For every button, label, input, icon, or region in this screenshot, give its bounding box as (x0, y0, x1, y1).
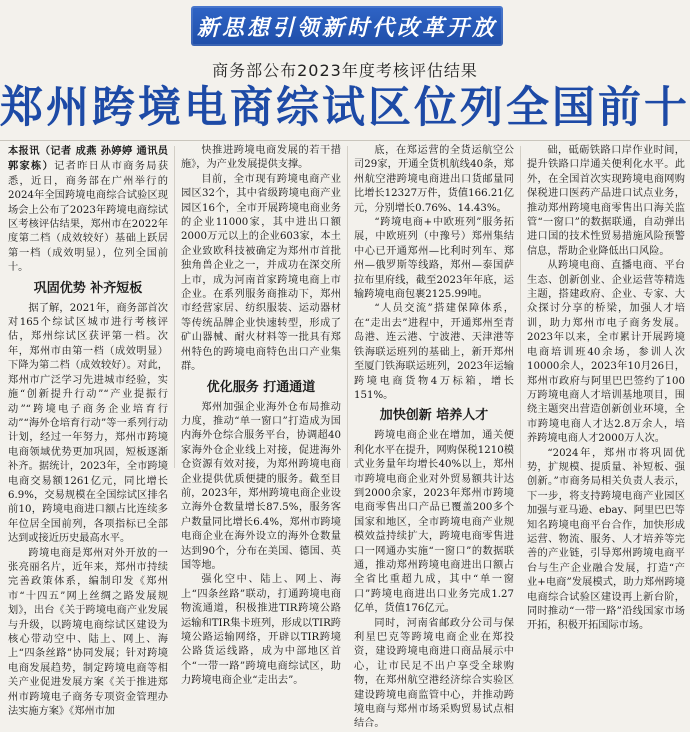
article-column-4 (527, 144, 685, 632)
article-subtitle: 商务部公布2023年度考核评估结果 (212, 61, 478, 80)
article-column-1 (8, 144, 169, 718)
article-headline: 郑州跨境电商综试区位列全国前十 (0, 83, 690, 133)
article-column-3 (354, 144, 514, 730)
section-heading: 巩固优势 补齐短板 (33, 280, 143, 296)
byline: 本报讯（记者 成燕 孙婷婷 通讯员 郭家栋） (8, 145, 168, 173)
section-heading: 加快创新 培养人才 (379, 408, 489, 424)
paragraph: 同时，河南省邮政分公司与保利星巴克等跨境电商企业在郑投资，建设跨境电商进口商品展示中心，让市民足不出户享受全球购物，在郑州航空港经济综合实验区建设跨境电商监管中心，并推动跨境电商与郑州市场采购贸易试点相结合。 (354, 617, 514, 730)
paragraph: “跨境电商+中欧班列”服务拓展，中欧班列（中豫号）郑州集结中心已开通郑州—比利时列车、郑州—俄罗斯等线路，郑州—泰国萨拉布里府线，截至2023年年底，运输跨境电商包裹2125.99吨。 (354, 217, 514, 301)
paragraph: 从跨境电商、直播电商、平台生态、创新创业、企业运营等精选主题，搭建政府、企业、专家、大众探讨分享的桥梁，加强人才培训，助力郑州市电子商务发展。2023年以来，全市累计开展跨境电商培训班40余场，参训人次10000余人，2023年10月26日，郑州市政府与阿里巴巴签约了100万跨境电商人才培训基地项目，围绕主题突出营造创新创业环境，全市跨境电商人才达2.8万余人，培养跨境电商人才2000万人次。 (527, 260, 685, 445)
paragraph: 础，砥砺铁路口岸作业时间，提升铁路口岸通关便利化水平。此外，在全国首次实现跨境电商网购保税进口医药产品进口试点业务，推动郑州跨境电商零售出口海关监管“一窗口”的数据联通，自动弹出进口国的技术性贸易措施风险预警信息，帮助企业降低出口风险。 (527, 145, 685, 257)
paragraph: “2024年，郑州市将巩固优势，扩规模、提质量、补短板、强创新。”市商务局相关负责人表示，下一步，将支持跨境电商产业园区加强与亚马逊、ebay、阿里巴巴等知名跨境电商平台合作，加快形成运营、物流、服务、人才培养等完善的产业链，引导郑州跨境电商平台与生产企业融合发展，打造“产业+电商”发展模式，助力郑州跨境电商综合试验区建设再上新台阶，同时推动“一带一路”沿线国家市场开拓，积极开拓国际市场。 (527, 447, 685, 632)
paragraph: 强化空中、陆上、网上、海上“四条丝路”联动，打通跨境电商物流通道，积极推进TIR跨境公路运输和TIR集卡班列，形成以TIR跨境公路运输网络，开辟以TIR跨境公路货运线路，成为中部地区首个“一带一路”跨境电商综试区，助力跨境电商企业“走出去”。 (181, 574, 341, 687)
paragraph: 跨境电商是郑州对外开放的一张亮丽名片，近年来，郑州市持续完善政策体系，编制印发《郑州市“十四五”网上丝绸之路发展规划》，出台《关于跨境电商产业发展与升级，以跨境电商综试区建设为核心带动空中、陆上、网上、海上“四条丝路”协同发展；针对跨境电商发展趋势，制定跨境电商等相关产业促进发展方案《关于推进郑州市跨境电子商务专项资金管理办法实施方案》《郑州市加 (8, 547, 168, 718)
paragraph: 郑州加强企业海外仓布局推动力度，推动“单一窗口”打造成为国内海外仓综合服务平台，协调超40家海外仓企业线上对接，促进海外仓资源有效对接，为郑州跨境电商企业提供优质便捷的服务。截至目前，2023年，郑州跨境电商企业设立海外仓数量增长87.5%，服务客户数量同比增长6.4%，郑州市跨境电商企业在海外设立的海外仓数量达到90个，分布在美国、德国、英国等地。 (181, 401, 341, 571)
paragraph: “人员交流”搭建保障体系，在“走出去”进程中，开通郑州至青岛港、连云港、宁波港、天津港等铁海联运班列的基础上，新开郑州至厦门铁海联运班列，2023年运输跨境电商货物4万标箱，增长151%。 (354, 303, 514, 401)
column-divider (174, 146, 175, 468)
section-banner (191, 6, 503, 46)
divider (0, 140, 690, 141)
paragraph: 据了解，2021年，商务部首次对165个综试区城市进行考核评估，郑州综试区获评第一档。次年，郑州市由第一档（成效明显）下降为第二档（成效较好）。对此，郑州市广泛学习先进城市经验，实施“创新提升行动”“产业提振行动”“跨境电子商务企业培育行动”“海外仓培育行动”等一系列行动计划，经过一年努力，郑州市跨境电商领域优势更加巩固，短板逐渐补齐。据统计，2023年，全市跨境电商交易额1261亿元，同比增长6.9%，交易规模在全国综试区排名前10，跨境电商进口额占比连续多年位居全国前列，各项指标已全部达到或接近历史最高水平。 (8, 302, 168, 545)
paragraph: 快推进跨境电商发展的若干措施》，为产业发展提供支撑。 (181, 145, 341, 171)
paragraph: 底，在郑运营的全货运航空公司29家，开通全货机航线40条，郑州航空港跨境电商进出口货邮量同比增长12327万件，货值166.21亿元，分别增长0.76%、14.43%。 (354, 145, 514, 214)
column-divider (347, 146, 348, 468)
banner-text: 新思想引领新时代改革开放 (196, 15, 497, 41)
article-column-2 (181, 144, 341, 687)
paragraph: 跨境电商企业在增加，通关便利化水平在提升，网购保税1210模式业务量年均增长40%以上，郑州市跨境电商企业对外贸易额共计达到2000余家，2023年郑州市跨境电商零售出口产品已覆盖200多个国家和地区，全市跨境电商产业规模效益持续扩大，跨境电商零售进口一网通办实施“一窗口”的数据联通，推动郑州跨境电商进出口额占全省比重超九成，其中“单一窗口”跨境电商进出口业务完成1.27亿单，货值176亿元。 (354, 430, 514, 615)
column-divider (520, 146, 521, 468)
lead-text: 记者昨日从市商务局获悉，近日，商务部在广州举行的2024年全国跨境电商综合试验区现场会上公布了2023年跨境电商综试区考核评估结果，郑州市在2022年度第二档（成效较好）基础上跃居第一档（成效明显），位列全国前十。 (8, 161, 169, 274)
lead-paragraph (8, 144, 168, 276)
paragraph: 目前，全市现有跨境电商产业园区32个，其中省级跨境电商产业园区16个，全市开展跨境电商业务的企业11000家，其中进出口额2000万元以上的企业603家，本土企业致欧科技被确定为郑州市首批独角兽企业之一，并成功在深交所上市，成为河南首家跨境电商上市企业。在系列服务商推动下，郑州市经营家居、纺织服装、运动器材等传统品牌企业快速转型，形成了矿山器械、耐火材料等一批具有郑州特色的跨境电商特色出口产业集群。 (181, 173, 341, 373)
section-heading: 优化服务 打通通道 (206, 379, 316, 395)
